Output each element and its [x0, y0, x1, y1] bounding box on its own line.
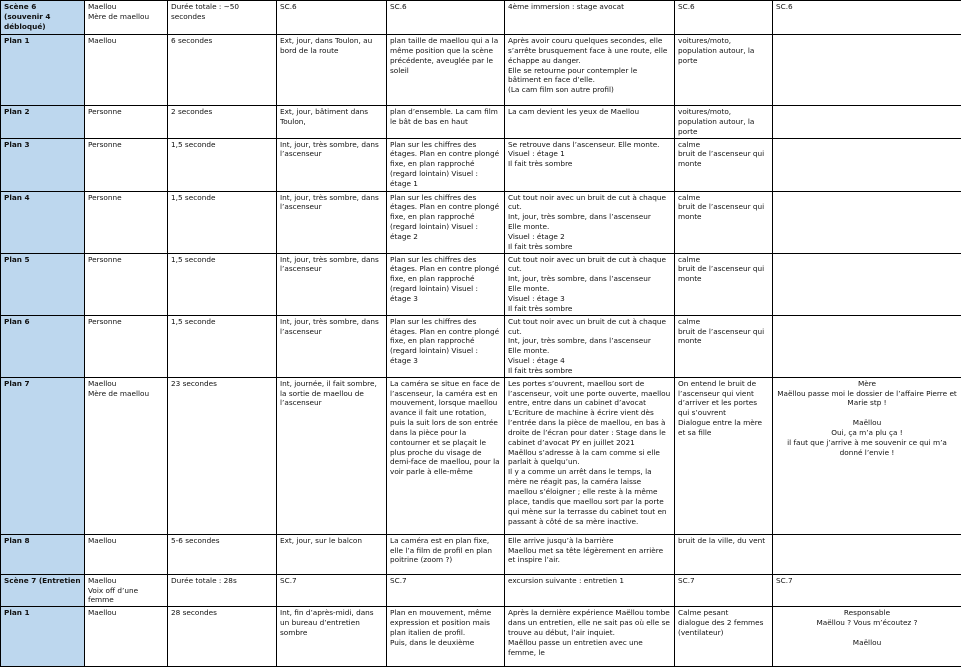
camera-cell[interactable]: Plan en mouvement, même expression et position mais plan italien de profil. Puis, dans le deuxième	[387, 607, 505, 667]
camera-cell[interactable]: Plan sur les chiffres des étages. Plan en contre plongé fixe, en plan rapproché (regard lointain) Visuel : étage 3	[387, 315, 505, 377]
duration-cell[interactable]: Durée totale : 28s	[168, 574, 277, 607]
location-cell[interactable]: SC.7	[277, 574, 387, 607]
action-cell[interactable]: Elle arrive jusqu’à la barrière Maellou met sa tête légèrement en arrière et inspire l’air.	[505, 534, 675, 574]
duration-cell[interactable]: 28 secondes	[168, 607, 277, 667]
sound-cell[interactable]: Calme pesant dialogue des 2 femmes (ventilateur)	[675, 607, 773, 667]
camera-cell[interactable]: plan d’ensemble. La cam film le bât de bas en haut	[387, 106, 505, 139]
plan-label-cell[interactable]: Plan 4	[1, 191, 85, 253]
dialogue-cell[interactable]	[773, 315, 961, 377]
camera-cell[interactable]: Plan sur les chiffres des étages. Plan en contre plongé fixe, en plan rapproché (regard lointain) Visuel : étage 3	[387, 253, 505, 315]
location-cell[interactable]: Ext, jour, sur le balcon	[277, 534, 387, 574]
action-cell[interactable]: Après la dernière expérience Maëllou tombe dans un entretien, elle ne sait pas où elle se trouve au début, l’air inquiet. Maëllou passe un entretien avec une femme, le	[505, 607, 675, 667]
duration-cell[interactable]: 1,5 seconde	[168, 138, 277, 191]
action-cell[interactable]: Cut tout noir avec un bruit de cut à chaque cut. Int, jour, très sombre, dans l’ascenseur Elle monte. Visuel : étage 4 Il fait très sombre	[505, 315, 675, 377]
table-row	[1, 377, 961, 534]
camera-cell[interactable]: Plan sur les chiffres des étages. Plan en contre plongé fixe, en plan rapproché (regard lointain) Visuel : étage 2	[387, 191, 505, 253]
action-cell[interactable]: 4ème immersion : stage avocat	[505, 1, 675, 35]
sound-cell[interactable]: calme bruit de l’ascenseur qui monte	[675, 315, 773, 377]
dialogue-cell[interactable]: Responsable Maëllou ? Vous m’écoutez ? Maëllou	[773, 607, 961, 667]
location-cell[interactable]: Ext, jour, dans Toulon, au bord de la route	[277, 35, 387, 106]
plan-label-cell[interactable]: Plan 1	[1, 607, 85, 667]
plan-label-cell[interactable]: Scène 6 (souvenir 4 débloqué)	[1, 1, 85, 35]
action-cell[interactable]: excursion suivante : entretien 1	[505, 574, 675, 607]
table-row	[1, 191, 961, 253]
dialogue-cell[interactable]	[773, 253, 961, 315]
characters-cell[interactable]: Personne	[85, 106, 168, 139]
characters-cell[interactable]: Personne	[85, 138, 168, 191]
action-cell[interactable]: Après avoir couru quelques secondes, elle s’arrête brusquement face à une route, elle échappe au danger. Elle se retourne pour contempler le bâtiment en face d’elle. (La cam film son autre profil)	[505, 35, 675, 106]
duration-cell[interactable]: 1,5 seconde	[168, 315, 277, 377]
location-cell[interactable]: Int, jour, très sombre, dans l’ascenseur	[277, 253, 387, 315]
action-cell[interactable]: Les portes s’ouvrent, maellou sort de l’ascenseur, voit une porte ouverte, maellou entre, entre dans un cabinet d’avocat L’Ecriture de machine à écrire vient dès l’entrée dans la pièce de maellou, en bas à droite de l’écran pour dater : Stage dans le cabinet d’avocat PY en juillet 2021 Maëllou s’adresse à la cam comme si elle parlait à quelqu’un. Il y a comme un arrêt dans le temps, la mère ne réagit pas, la caméra laisse maellou s’éloigner ; elle reste à la même place, tandis que maellou sort par la porte qui mène sur la terrasse du cabinet tout en passant à côté de sa mère inactive.	[505, 377, 675, 534]
characters-cell[interactable]: Personne	[85, 315, 168, 377]
sound-cell[interactable]: SC.7	[675, 574, 773, 607]
action-cell[interactable]: Se retrouve dans l’ascenseur. Elle monte. Visuel : étage 1 Il fait très sombre	[505, 138, 675, 191]
plan-label-cell[interactable]: Plan 3	[1, 138, 85, 191]
location-cell[interactable]: Int, jour, très sombre, dans l’ascenseur	[277, 138, 387, 191]
action-cell[interactable]: Cut tout noir avec un bruit de cut à chaque cut. Int, jour, très sombre, dans l’ascenseur Elle monte. Visuel : étage 3 Il fait très sombre	[505, 253, 675, 315]
sound-cell[interactable]: SC.6	[675, 1, 773, 35]
camera-cell[interactable]: La caméra est en plan fixe, elle l’a film de profil en plan poitrine (zoom ?)	[387, 534, 505, 574]
dialogue-cell[interactable]: SC.7	[773, 574, 961, 607]
plan-label-cell[interactable]: Plan 2	[1, 106, 85, 139]
plan-label-cell[interactable]: Plan 1	[1, 35, 85, 106]
duration-cell[interactable]: 6 secondes	[168, 35, 277, 106]
sound-cell[interactable]: calme bruit de l’ascenseur qui monte	[675, 191, 773, 253]
camera-cell[interactable]: SC.7	[387, 574, 505, 607]
location-cell[interactable]: Int, journée, il fait sombre, la sortie de maellou de l’ascenseur	[277, 377, 387, 534]
table-row	[1, 35, 961, 106]
sound-cell[interactable]: calme bruit de l’ascenseur qui monte	[675, 138, 773, 191]
sound-cell[interactable]: voitures/moto, population autour, la porte	[675, 35, 773, 106]
characters-cell[interactable]: Personne	[85, 253, 168, 315]
table-row	[1, 138, 961, 191]
location-cell[interactable]: Ext, jour, bâtiment dans Toulon,	[277, 106, 387, 139]
dialogue-cell[interactable]	[773, 35, 961, 106]
dialogue-cell[interactable]	[773, 191, 961, 253]
sound-cell[interactable]: bruit de la ville, du vent	[675, 534, 773, 574]
duration-cell[interactable]: 23 secondes	[168, 377, 277, 534]
action-cell[interactable]: Cut tout noir avec un bruit de cut à chaque cut. Int, jour, très sombre, dans l’ascenseur Elle monte. Visuel : étage 2 Il fait très sombre	[505, 191, 675, 253]
sound-cell[interactable]: calme bruit de l’ascenseur qui monte	[675, 253, 773, 315]
characters-cell[interactable]: Maellou	[85, 35, 168, 106]
location-cell[interactable]: SC.6	[277, 1, 387, 35]
table-row	[1, 253, 961, 315]
characters-cell[interactable]: Personne	[85, 191, 168, 253]
duration-cell[interactable]: 2 secondes	[168, 106, 277, 139]
plan-label-cell[interactable]: Plan 6	[1, 315, 85, 377]
plan-label-cell[interactable]: Scène 7 (Entretien	[1, 574, 85, 607]
plan-label-cell[interactable]: Plan 8	[1, 534, 85, 574]
plan-label-cell[interactable]: Plan 5	[1, 253, 85, 315]
duration-cell[interactable]: 1,5 seconde	[168, 191, 277, 253]
table-row	[1, 607, 961, 667]
dialogue-cell[interactable]	[773, 106, 961, 139]
dialogue-cell[interactable]: Mère Maëllou passe moi le dossier de l’affaire Pierre et Marie stp ! Maëllou Oui, ça m’a plu ça ! il faut que j’arrive à me souvenir ce qui m’a donné l’envie !	[773, 377, 961, 534]
location-cell[interactable]: Int, jour, très sombre, dans l’ascenseur	[277, 191, 387, 253]
characters-cell[interactable]: Maellou	[85, 534, 168, 574]
location-cell[interactable]: Int, jour, très sombre, dans l’ascenseur	[277, 315, 387, 377]
dialogue-cell[interactable]	[773, 138, 961, 191]
sound-cell[interactable]: On entend le bruit de l’ascenseur qui vient d’arriver et les portes qui s’ouvrent Dialogue entre la mère et sa fille	[675, 377, 773, 534]
dialogue-cell[interactable]	[773, 534, 961, 574]
camera-cell[interactable]: Plan sur les chiffres des étages. Plan en contre plongé fixe, en plan rapproché (regard lointain) Visuel : étage 1	[387, 138, 505, 191]
table-row	[1, 534, 961, 574]
table-row	[1, 1, 961, 35]
characters-cell[interactable]: Maellou Mère de maellou	[85, 377, 168, 534]
duration-cell[interactable]: 1,5 seconde	[168, 253, 277, 315]
duration-cell[interactable]: 5-6 secondes	[168, 534, 277, 574]
action-cell[interactable]: La cam devient les yeux de Maellou	[505, 106, 675, 139]
characters-cell[interactable]: Maellou Voix off d’une femme	[85, 574, 168, 607]
sound-cell[interactable]: voitures/moto, population autour, la porte	[675, 106, 773, 139]
characters-cell[interactable]: Maellou	[85, 607, 168, 667]
duration-cell[interactable]: Durée totale : ~50 secondes	[168, 1, 277, 35]
table-row	[1, 315, 961, 377]
location-cell[interactable]: Int, fin d’après-midi, dans un bureau d’entretien sombre	[277, 607, 387, 667]
plan-label-cell[interactable]: Plan 7	[1, 377, 85, 534]
characters-cell[interactable]: Maellou Mère de maellou	[85, 1, 168, 35]
dialogue-cell[interactable]: SC.6	[773, 1, 961, 35]
table-row	[1, 106, 961, 139]
camera-cell[interactable]: La caméra se situe en face de l’ascenseur, la caméra est en mouvement, lorsque maellou avance il fait une rotation, puis la suit lors de son entrée dans la pièce pour la contourner et se plaçait le plus proche du visage de demi-face de maellou, pour la voir parle à elle-même	[387, 377, 505, 534]
table-row	[1, 574, 961, 607]
camera-cell[interactable]: plan taille de maellou qui a la même position que la scène précédente, aveuglée par le soleil	[387, 35, 505, 106]
camera-cell[interactable]: SC.6	[387, 1, 505, 35]
